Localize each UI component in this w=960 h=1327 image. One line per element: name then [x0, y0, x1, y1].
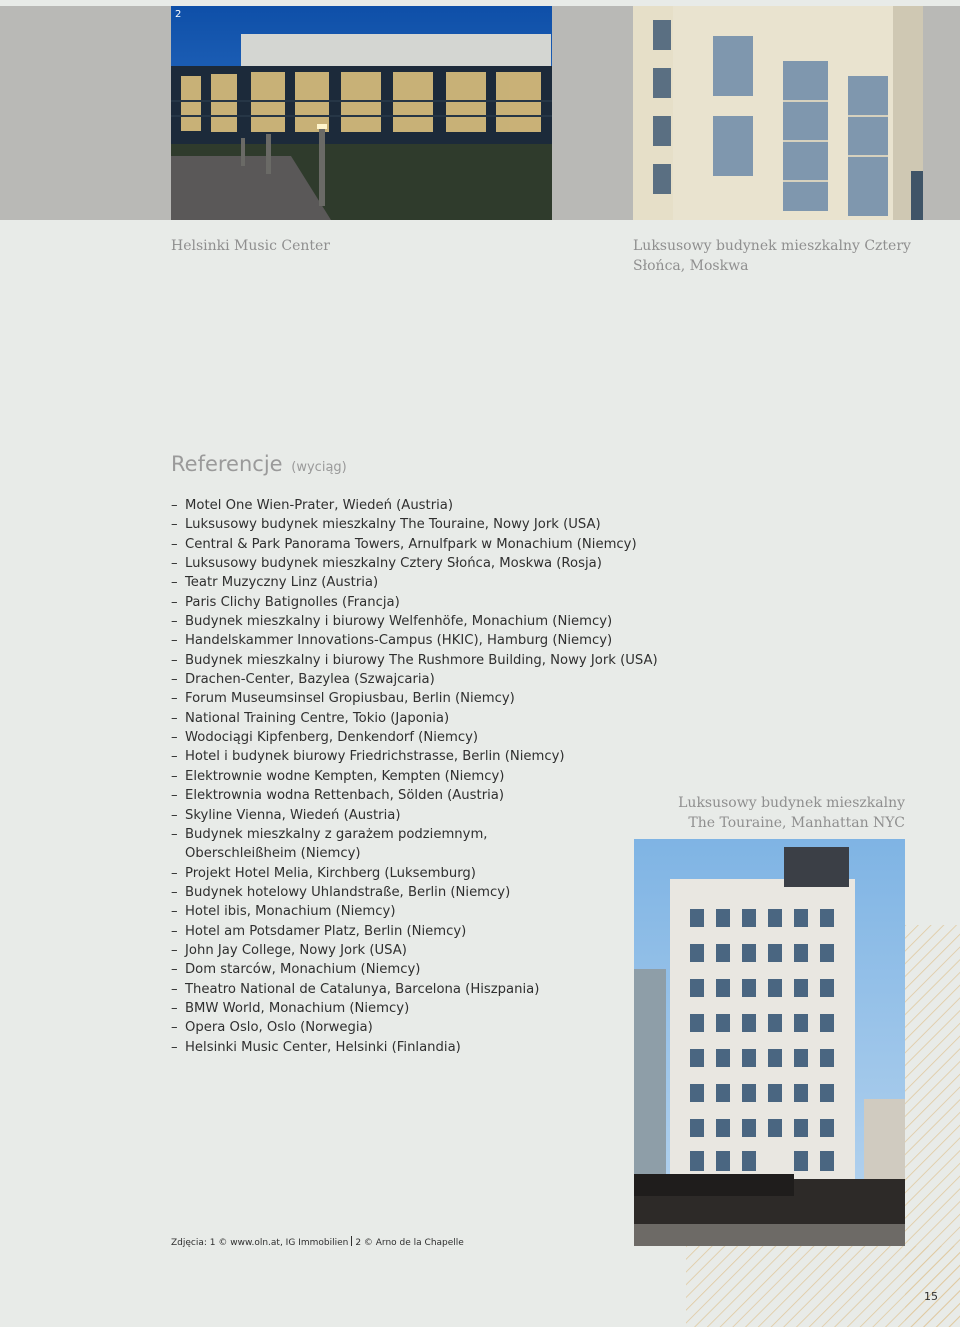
list-item: – BMW World, Monachium (Niemcy): [171, 999, 651, 1018]
list-item: – Wodociągi Kipfenberg, Denkendorf (Niemcy): [171, 728, 651, 747]
list-item: – Elektrownie wodne Kempten, Kempten (Niemcy): [171, 767, 651, 786]
list-item: – Luksusowy budynek mieszkalny The Touraine, Nowy Jork (USA): [171, 515, 651, 534]
list-item: – Projekt Hotel Melia, Kirchberg (Luksemburg): [171, 864, 651, 883]
list-item: – Hotel i budynek biurowy Friedrichstrasse, Berlin (Niemcy): [171, 747, 651, 766]
list-item: – Motel One Wien-Prater, Wiedeń (Austria): [171, 496, 651, 515]
list-item: – National Training Centre, Tokio (Japonia): [171, 709, 651, 728]
page-number: 15: [924, 1290, 938, 1303]
credits-part2: 2 © Arno de la Chapelle: [355, 1238, 464, 1248]
heading-title: Referencje: [171, 452, 283, 476]
list-item: – Skyline Vienna, Wiedeń (Austria): [171, 806, 651, 825]
list-item: – Paris Clichy Batignolles (Francja): [171, 593, 651, 612]
list-item: – Teatr Muzyczny Linz (Austria): [171, 573, 651, 592]
list-item: – Forum Museumsinsel Gropiusbau, Berlin (Niemcy): [171, 689, 651, 708]
list-item: – Helsinki Music Center, Helsinki (Finlandia): [171, 1038, 651, 1057]
list-item: – Central & Park Panorama Towers, Arnulfpark w Monachium (Niemcy): [171, 535, 651, 554]
list-item: – Budynek hotelowy Uhlandstraße, Berlin (Niemcy): [171, 883, 651, 902]
credits-part1: Zdjęcia: 1 © www.oln.at, IG Immobilien: [171, 1238, 349, 1248]
list-item: – Opera Oslo, Oslo (Norwegia): [171, 1018, 651, 1037]
list-item: – Budynek mieszkalny i biurowy The Rushmore Building, Nowy Jork (USA): [171, 651, 651, 670]
photo-number: 2: [175, 9, 182, 20]
list-item: – John Jay College, Nowy Jork (USA): [171, 941, 651, 960]
references-list: [171, 496, 658, 1057]
section-heading: [171, 452, 347, 476]
list-item-continuation: Oberschleißheim (Niemcy): [185, 846, 361, 862]
caption-moscow: Luksusowy budynek mieszkalny Cztery Słońca, Moskwa: [633, 238, 911, 274]
caption-helsinki: Helsinki Music Center: [171, 238, 330, 254]
list-item: – Hotel am Potsdamer Platz, Berlin (Niemcy): [171, 922, 651, 941]
heading-subtitle: (wyciąg): [291, 460, 347, 475]
list-item: – Drachen-Center, Bazylea (Szwajcaria): [171, 670, 651, 689]
photo-cztery-slonca-moscow: [633, 6, 923, 220]
photo-credits: [171, 1236, 464, 1248]
caption-touraine: Luksusowy budynek mieszkalny The Touraine, Manhattan NYC: [678, 795, 905, 831]
credits-separator: [351, 1236, 352, 1246]
list-item: – Hotel ibis, Monachium (Niemcy): [171, 902, 651, 921]
list-item: – Dom starców, Monachium (Niemcy): [171, 960, 651, 979]
list-item: – Budynek mieszkalny i biurowy Welfenhöfe, Monachium (Niemcy): [171, 612, 651, 631]
list-item: – Budynek mieszkalny z garażem podziemnym,: [171, 825, 651, 844]
list-item: – Handelskammer Innovations-Campus (HKIC), Hamburg (Niemcy): [171, 631, 651, 650]
photo-touraine-manhattan: [634, 839, 905, 1246]
list-item: – Elektrownia wodna Rettenbach, Sölden (Austria): [171, 786, 651, 805]
photo-helsinki-music-center: [171, 6, 552, 220]
list-item: – Luksusowy budynek mieszkalny Cztery Słońca, Moskwa (Rosja): [171, 554, 651, 573]
list-item: – Theatro National de Catalunya, Barcelona (Hiszpania): [171, 980, 651, 999]
hatch-pattern-bottom: [686, 1246, 960, 1327]
